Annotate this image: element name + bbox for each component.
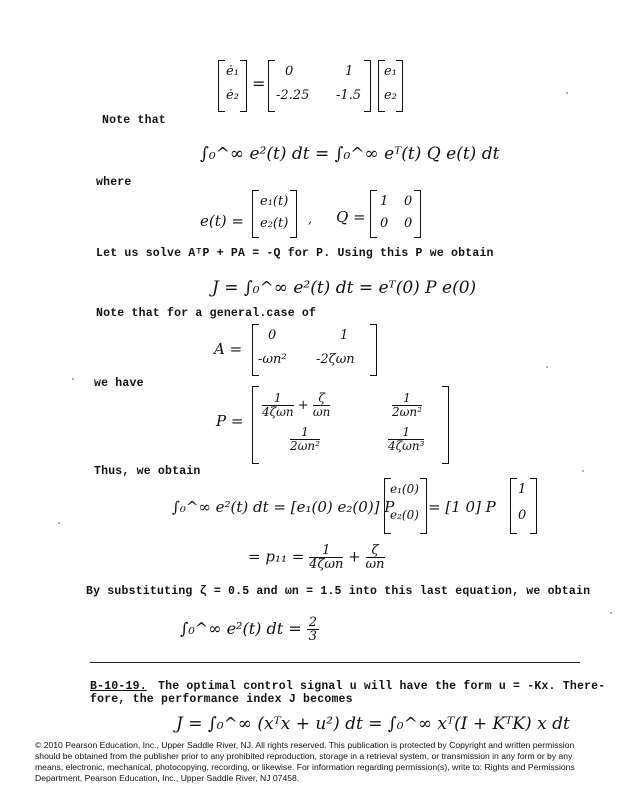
bracket-right	[396, 60, 403, 112]
a-cell: 1	[340, 328, 349, 343]
thus-vec2-cell: 0	[518, 508, 527, 523]
note-general: Note that for a general.case of	[96, 307, 317, 320]
a-cell: -2ζωn	[316, 352, 355, 367]
e-vec-cell: e₂(t)	[260, 216, 289, 231]
a-cell: 0	[268, 328, 277, 343]
thus-vec2-cell: 1	[518, 482, 527, 497]
thus-mid: = [1 0] P	[428, 498, 496, 516]
matrix-cell: -1.5	[336, 88, 362, 103]
problem-text-line2: fore, the performance index J becomes	[90, 693, 353, 706]
j-equation: J = ∫₀^∞ e²(t) dt = eᵀ(0) P e(0)	[212, 278, 477, 298]
scan-speck	[582, 470, 584, 472]
integral-identity: ∫₀^∞ e²(t) dt = ∫₀^∞ eᵀ(t) Q e(t) dt	[200, 144, 500, 164]
a-cell: -ωn²	[258, 352, 287, 367]
q-cell: 0	[404, 194, 413, 209]
thus-lhs: ∫₀^∞ e²(t) dt = [e₁(0) e₂(0)] P	[172, 498, 395, 516]
p22-cell: $\frac{1}{\text{4ζωn³}}$	[388, 425, 425, 453]
a-lhs: A =	[214, 340, 243, 358]
copyright-footer: © 2010 Pearson Education, Inc., Upper Saddle River, NJ. All rights reserved. This publication is protected by Copyright and written permission should be obtained from the publisher prior to any prohibited reproduction, storage in a retrieval system, or transmission in any form or by any means, electronic, mechanical, photocopying, recording, or likewise. For information regarding permission(s), write to: Rights and Permissions Department, Pearson Education, Inc., Upper Saddle River, NJ 07458.	[35, 740, 575, 783]
substituting-text: By substituting ζ = 0.5 and ωn = 1.5 into this last equation, we obtain	[86, 585, 591, 598]
performance-index: J = ∫₀^∞ (xᵀx + u²) dt = ∫₀^∞ xᵀ(I + KᵀK) x dt	[176, 714, 570, 734]
scan-speck	[546, 366, 548, 368]
let-us-solve: Let us solve AᵀP + PA = -Q for P. Using this P we obtain	[96, 247, 494, 260]
we-have: we have	[94, 377, 144, 390]
thus-vec-cell: e₂(0)	[390, 508, 419, 522]
scan-speck	[610, 612, 612, 614]
p21-cell: $\frac{1}{\text{2ωn²}}$	[290, 425, 320, 453]
e-vec-cell: e₁(t)	[260, 194, 289, 209]
p11-cell: $\frac{1}{\text{4ζωn}}$ + $\frac{\zeta}{\omega n}$	[262, 391, 331, 419]
lhs-e2dot: ė₂	[226, 88, 239, 103]
scan-speck	[566, 92, 568, 94]
scan-speck	[58, 522, 60, 524]
q-cell: 0	[404, 216, 413, 231]
matrix-cell: 0	[285, 64, 294, 79]
vec-e1: e₁	[384, 64, 397, 79]
q-lhs: Q =	[336, 208, 366, 226]
thus-vec-cell: e₁(0)	[390, 482, 419, 496]
thus-label: Thus, we obtain	[94, 465, 201, 478]
section-divider	[90, 662, 580, 663]
final-result: ∫₀^∞ e²(t) dt = $\frac{2}{3}$	[180, 615, 317, 644]
bracket-left	[218, 60, 225, 112]
q-cell: 0	[380, 216, 389, 231]
lhs-e1dot: ė₁	[226, 64, 239, 79]
p12-cell: $\frac{1}{\text{2ωn²}}$	[392, 391, 422, 419]
bracket-right	[240, 60, 247, 112]
vec-e2: e₂	[384, 88, 397, 103]
p-lhs: P =	[216, 412, 244, 430]
matrix-cell: -2.25	[276, 88, 310, 103]
problem-text-line1: The optimal control signal u will have the form u = -Kx. There-	[158, 680, 606, 693]
note-that: Note that	[102, 114, 166, 127]
where-label: where	[96, 176, 132, 189]
q-cell: 1	[380, 194, 389, 209]
p11-equation: = p₁₁ = $\frac{1}{\text{4ζωn}}$ + $\frac{\zeta}{\omega n}$	[248, 543, 385, 572]
problem-id: B-10-19.	[90, 680, 147, 693]
matrix-cell: 1	[345, 64, 354, 79]
bracket-left	[268, 60, 275, 112]
bracket-right	[364, 60, 371, 112]
scan-speck	[72, 378, 74, 380]
e-vec-lhs: e(t) =	[200, 212, 244, 230]
